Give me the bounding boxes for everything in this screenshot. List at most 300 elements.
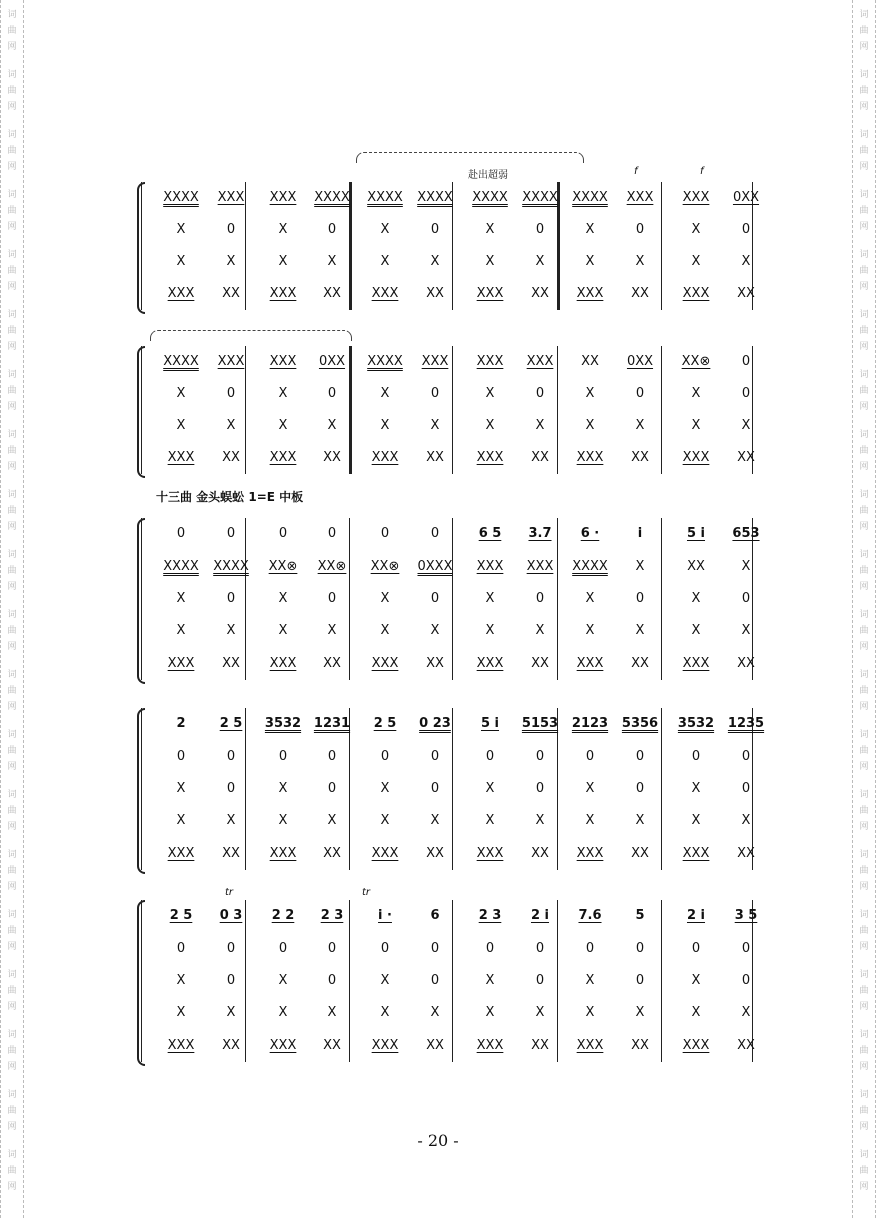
score-cell: XX [631, 1037, 649, 1053]
score-cell: X [226, 623, 236, 639]
score-row [141, 779, 752, 799]
score-cell: X [585, 591, 595, 606]
score-cell: 0 [535, 940, 545, 956]
score-cell: 6 · [580, 526, 600, 542]
score-cell: 2 2 [271, 908, 295, 924]
score-cell: XXXX [572, 190, 608, 205]
score-cell: X [327, 623, 337, 639]
score-system-5 [141, 900, 758, 1062]
score-cell: X [176, 813, 186, 829]
score-cell: XXX [682, 845, 710, 861]
watermark-char: 词 [859, 790, 869, 800]
watermark-char: 网 [859, 762, 869, 772]
score-cell: X [380, 386, 390, 401]
score-cell: 5 i [480, 716, 500, 732]
watermark-char: 曲 [859, 746, 869, 756]
score-cell: 0 [535, 748, 545, 764]
score-cell: X [585, 781, 595, 796]
watermark-char: 曲 [7, 266, 17, 276]
score-cell: 0 [327, 748, 337, 764]
score-cell: XXX [682, 190, 710, 205]
watermark-char: 曲 [7, 206, 17, 216]
score-cell: X [226, 418, 236, 433]
watermark-char: 网 [859, 702, 869, 712]
score-cell: X [176, 254, 186, 269]
score-cell: 0XX [318, 354, 346, 369]
score-cell: X [741, 558, 751, 574]
score-cell: XXXX [163, 354, 199, 369]
score-cell: X [380, 973, 390, 988]
watermark-char: 词 [859, 490, 869, 500]
score-cell: X [485, 973, 495, 988]
watermark-char: 网 [7, 762, 17, 772]
score-system-4 [141, 708, 765, 870]
watermark-char: 网 [859, 942, 869, 952]
watermark-char: 网 [859, 462, 869, 472]
score-cell: 0 3 [219, 908, 243, 924]
score-cell: X [380, 1005, 390, 1021]
score-cell: X [278, 623, 288, 639]
score-cell: 0 [691, 748, 701, 764]
watermark-char: 网 [859, 1182, 869, 1192]
score-cell: 0 [635, 386, 645, 401]
score-cell: 0 [430, 940, 440, 956]
score-cell: X [176, 591, 186, 606]
score-cell: 2 3 [478, 908, 502, 924]
score-cell: 0 [635, 222, 645, 237]
score-cell: 0 [741, 781, 751, 796]
score-cell: X [635, 813, 645, 829]
watermark-char: 曲 [7, 566, 17, 576]
score-cell: X [176, 386, 186, 401]
score-cell: XX [631, 286, 649, 301]
score-cell: XXX [576, 845, 604, 861]
score-cell: X [176, 623, 186, 639]
score-cell: XXX [371, 450, 399, 465]
score-cell: XXXX [522, 190, 558, 205]
score-cell: XX [737, 655, 755, 671]
score-cell: 0 [741, 940, 751, 956]
watermark-char: 词 [7, 1090, 17, 1100]
score-row [141, 384, 752, 404]
score-cell: XX⊗ [681, 354, 711, 369]
score-cell: X [226, 254, 236, 269]
score-cell: XX [737, 1037, 755, 1053]
score-cell: 0 [278, 748, 288, 764]
score-cell: 0 [430, 748, 440, 764]
score-cell: XX [426, 655, 444, 671]
score-cell: XXX [476, 655, 504, 671]
watermark-char: 曲 [7, 86, 17, 96]
watermark-char: 曲 [859, 266, 869, 276]
score-cell: XXXX [367, 354, 403, 369]
score-cell: 2 i [530, 908, 550, 924]
watermark-char: 曲 [859, 206, 869, 216]
score-cell: X [430, 254, 440, 269]
score-cell: 2 i [686, 908, 706, 924]
watermark-char: 网 [7, 702, 17, 712]
score-cell: X [327, 254, 337, 269]
watermark-char: 曲 [7, 326, 17, 336]
score-cell: X [485, 813, 495, 829]
watermark-char: 网 [7, 162, 17, 172]
score-cell: 3532 [677, 716, 715, 732]
score-cell: 0 [635, 973, 645, 988]
score-cell: 0 [535, 222, 545, 237]
score-cell: XX [222, 1037, 240, 1053]
score-cell: 0 [176, 748, 186, 764]
score-cell: 5 [635, 908, 645, 924]
score-cell: XX [631, 655, 649, 671]
score-cell: XXX [476, 558, 504, 574]
watermark-char: 网 [859, 642, 869, 652]
score-cell: 2 [176, 716, 186, 732]
score-cell: XX [737, 450, 755, 465]
watermark-char: 词 [7, 970, 17, 980]
watermark-char: 网 [7, 342, 17, 352]
score-row [141, 284, 755, 304]
watermark-char: 网 [859, 522, 869, 532]
watermark-char: 网 [7, 942, 17, 952]
score-cell: XXXX [213, 558, 249, 574]
score-cell: XXX [526, 354, 554, 369]
score-cell: 0 [327, 526, 337, 542]
watermark-char: 曲 [7, 506, 17, 516]
score-cell: XXXX [572, 558, 608, 574]
score-cell: X [485, 1005, 495, 1021]
score-cell: X [485, 254, 495, 269]
score-cell: X [485, 418, 495, 433]
score-cell: XXXX [417, 190, 453, 205]
score-cell: X [635, 558, 645, 574]
score-row [141, 971, 752, 991]
score-cell: X [380, 781, 390, 796]
score-cell: 0 [380, 526, 390, 542]
score-cell: 0 [430, 591, 440, 606]
score-cell: 0 [380, 748, 390, 764]
score-cell: XXX [269, 845, 297, 861]
score-cell: X [485, 623, 495, 639]
score-cell: 0 [226, 222, 236, 237]
score-cell: X [691, 386, 701, 401]
score-cell: 0 [327, 222, 337, 237]
score-cell: XX [426, 450, 444, 465]
page-number: - 20 - [417, 1131, 459, 1150]
score-cell: XXX [576, 1037, 604, 1053]
score-cell: X [535, 418, 545, 433]
watermark-char: 词 [859, 10, 869, 20]
score-cell: X [485, 781, 495, 796]
watermark-char: 词 [7, 250, 17, 260]
watermark-char: 网 [7, 642, 17, 652]
score-cell: XXX [476, 450, 504, 465]
score-cell: 2 5 [169, 908, 193, 924]
watermark-char: 网 [859, 102, 869, 112]
watermark-char: 网 [859, 42, 869, 52]
watermark-char: 词 [859, 370, 869, 380]
score-cell: XX [323, 655, 341, 671]
watermark-char: 网 [7, 102, 17, 112]
score-cell: X [635, 254, 645, 269]
score-cell: 0 [635, 591, 645, 606]
score-cell: X [485, 591, 495, 606]
score-cell: 0 23 [419, 716, 451, 732]
score-cell: XX [222, 655, 240, 671]
score-cell: X [278, 1005, 288, 1021]
watermark-char: 网 [859, 162, 869, 172]
score-system-3 [141, 518, 760, 680]
score-cell: 3.7 [528, 526, 552, 542]
score-cell: 6 5 [478, 526, 502, 542]
watermark-char: 词 [859, 310, 869, 320]
score-cell: X [485, 386, 495, 401]
score-row [141, 416, 752, 436]
score-cell: XXX [371, 286, 399, 301]
score-cell: XXX [167, 655, 195, 671]
score-cell: XX [426, 1037, 444, 1053]
watermark-char: 曲 [859, 26, 869, 36]
watermark-char: 网 [7, 282, 17, 292]
watermark-char: 网 [859, 582, 869, 592]
score-cell: XX [323, 286, 341, 301]
score-cell: X [691, 418, 701, 433]
score-cell: X [278, 418, 288, 433]
score-cell: 0 [226, 591, 236, 606]
score-cell: XX [737, 845, 755, 861]
score-cell: 0 [430, 526, 440, 542]
watermark-char: 曲 [859, 806, 869, 816]
phrase-slur-2 [150, 330, 352, 341]
score-cell: 0 [485, 940, 495, 956]
watermark-char: 曲 [859, 626, 869, 636]
watermark-char: 曲 [7, 926, 17, 936]
score-cell: XXX [576, 286, 604, 301]
score-cell: X [585, 254, 595, 269]
score-cell: XX⊗ [317, 558, 347, 574]
score-cell: 0 [226, 526, 236, 542]
score-cell: X [635, 1005, 645, 1021]
score-cell: 7.6 [578, 908, 602, 924]
score-row [141, 906, 758, 926]
watermark-char: 网 [7, 1122, 17, 1132]
watermark-char: 曲 [859, 1106, 869, 1116]
score-cell: 1235 [727, 716, 765, 732]
watermark-char: 词 [859, 970, 869, 980]
score-cell: XXX [371, 1037, 399, 1053]
score-cell: X [380, 222, 390, 237]
watermark-char: 曲 [7, 626, 17, 636]
watermark-char: 词 [7, 490, 17, 500]
forte-mark-1: f [634, 166, 638, 177]
score-cell: X [176, 1005, 186, 1021]
watermark-char: 网 [7, 1062, 17, 1072]
watermark-char: 网 [859, 1062, 869, 1072]
score-row [141, 557, 752, 577]
score-cell: XX [222, 286, 240, 301]
score-cell: X [278, 591, 288, 606]
watermark-char: 网 [859, 222, 869, 232]
score-row [141, 1036, 755, 1056]
score-cell: XXX [421, 354, 449, 369]
score-cell: X [741, 418, 751, 433]
score-cell: 0 [278, 940, 288, 956]
watermark-char: 网 [7, 42, 17, 52]
score-cell: XX [581, 354, 599, 369]
score-cell: XXX [682, 450, 710, 465]
watermark-char: 曲 [859, 506, 869, 516]
score-cell: X [585, 1005, 595, 1021]
score-cell: X [380, 254, 390, 269]
watermark-char: 网 [7, 222, 17, 232]
score-cell: X [535, 254, 545, 269]
watermark-char: 曲 [859, 686, 869, 696]
score-cell: XX [531, 1037, 549, 1053]
watermark-char: 曲 [859, 986, 869, 996]
score-cell: 0 [380, 940, 390, 956]
score-cell: 0 [278, 526, 288, 542]
score-row [141, 1003, 752, 1023]
score-cell: XX [737, 286, 755, 301]
score-cell: X [430, 1005, 440, 1021]
watermark-char: 词 [859, 670, 869, 680]
score-cell: 0 [741, 386, 751, 401]
watermark-char: 网 [7, 462, 17, 472]
score-cell: X [691, 781, 701, 796]
watermark-char: 曲 [859, 926, 869, 936]
score-cell: X [585, 222, 595, 237]
score-cell: X [741, 813, 751, 829]
watermark-char: 网 [859, 342, 869, 352]
score-cell: XXX [476, 354, 504, 369]
score-cell: 0 [585, 748, 595, 764]
score-cell: 0 [635, 781, 645, 796]
score-cell: 0 [741, 354, 751, 369]
score-cell: X [691, 254, 701, 269]
phrase-slur-1 [356, 152, 584, 163]
score-cell: X [176, 973, 186, 988]
score-cell: X [327, 1005, 337, 1021]
watermark-char: 曲 [859, 86, 869, 96]
score-cell: 0 [741, 973, 751, 988]
score-cell: X [535, 1005, 545, 1021]
score-row [141, 811, 752, 831]
watermark-char: 词 [859, 610, 869, 620]
score-cell: 2 5 [373, 716, 397, 732]
watermark-char: 曲 [859, 446, 869, 456]
score-cell: 0 [226, 781, 236, 796]
score-cell: 0 [741, 591, 751, 606]
score-row [141, 448, 755, 468]
watermark-char: 曲 [7, 986, 17, 996]
trill-mark-2: tr [362, 887, 371, 898]
watermark-char: 词 [7, 310, 17, 320]
score-cell: 0XX [626, 354, 654, 369]
watermark-char: 曲 [7, 746, 17, 756]
score-cell: 0 [635, 940, 645, 956]
watermark-char: 词 [7, 850, 17, 860]
score-cell: XXX [269, 354, 297, 369]
score-cell: X [485, 222, 495, 237]
score-cell: XX [531, 450, 549, 465]
watermark-char: 词 [7, 1030, 17, 1040]
score-cell: XX [426, 845, 444, 861]
score-cell: XXX [167, 845, 195, 861]
score-cell: X [380, 623, 390, 639]
score-cell: X [535, 813, 545, 829]
forte-mark-2: f [700, 166, 704, 177]
score-cell: 0 [741, 222, 751, 237]
score-cell: XXXX [163, 190, 199, 205]
watermark-char: 词 [7, 790, 17, 800]
score-cell: XXXX [163, 558, 199, 574]
watermark-char: 词 [7, 70, 17, 80]
right-watermark-strip [852, 0, 876, 1218]
watermark-char: 曲 [859, 146, 869, 156]
score-cell: XX [323, 450, 341, 465]
score-row [141, 188, 760, 208]
annotation-ji-chu: 赴出超弱 [468, 170, 508, 181]
score-cell: X [585, 386, 595, 401]
score-cell: 0 [535, 781, 545, 796]
score-cell: XX [531, 845, 549, 861]
score-cell: 1231 [313, 716, 351, 732]
score-cell: 0 [226, 748, 236, 764]
section-title: 十三曲 金头蜈蚣 1=E 中板 [156, 490, 304, 504]
score-system-1 [141, 182, 760, 310]
score-cell: 0XXX [417, 558, 453, 574]
score-cell: 0 [176, 940, 186, 956]
watermark-char: 词 [859, 190, 869, 200]
watermark-char: 曲 [7, 1046, 17, 1056]
score-cell: i · [378, 908, 392, 924]
watermark-char: 网 [7, 822, 17, 832]
score-cell: XXX [371, 655, 399, 671]
score-cell: XXX [371, 845, 399, 861]
watermark-char: 词 [859, 70, 869, 80]
score-cell: 2123 [571, 716, 609, 732]
score-cell: 2 5 [219, 716, 243, 732]
score-cell: XX⊗ [268, 558, 298, 574]
watermark-char: 网 [859, 882, 869, 892]
watermark-char: 网 [7, 522, 17, 532]
score-cell: XXX [576, 655, 604, 671]
score-cell: XXX [269, 190, 297, 205]
score-cell: X [327, 813, 337, 829]
score-cell: XXX [682, 286, 710, 301]
score-cell: XX [222, 845, 240, 861]
score-row [141, 524, 760, 544]
watermark-char: 词 [7, 910, 17, 920]
watermark-char: 词 [859, 130, 869, 140]
score-cell: 0 [635, 748, 645, 764]
score-cell: 0 [327, 973, 337, 988]
score-cell: 3 5 [734, 908, 758, 924]
score-cell: XXX [526, 558, 554, 574]
score-cell: XXX [269, 1037, 297, 1053]
watermark-char: 网 [859, 1002, 869, 1012]
watermark-char: 词 [859, 250, 869, 260]
score-cell: 0 [535, 386, 545, 401]
score-cell: XXX [682, 655, 710, 671]
score-cell: 3532 [264, 716, 302, 732]
watermark-char: 词 [7, 190, 17, 200]
score-cell: X [691, 222, 701, 237]
watermark-char: 词 [7, 730, 17, 740]
score-cell: 0 [485, 748, 495, 764]
score-cell: XX [426, 286, 444, 301]
score-cell: X [430, 813, 440, 829]
score-cell: X [535, 623, 545, 639]
